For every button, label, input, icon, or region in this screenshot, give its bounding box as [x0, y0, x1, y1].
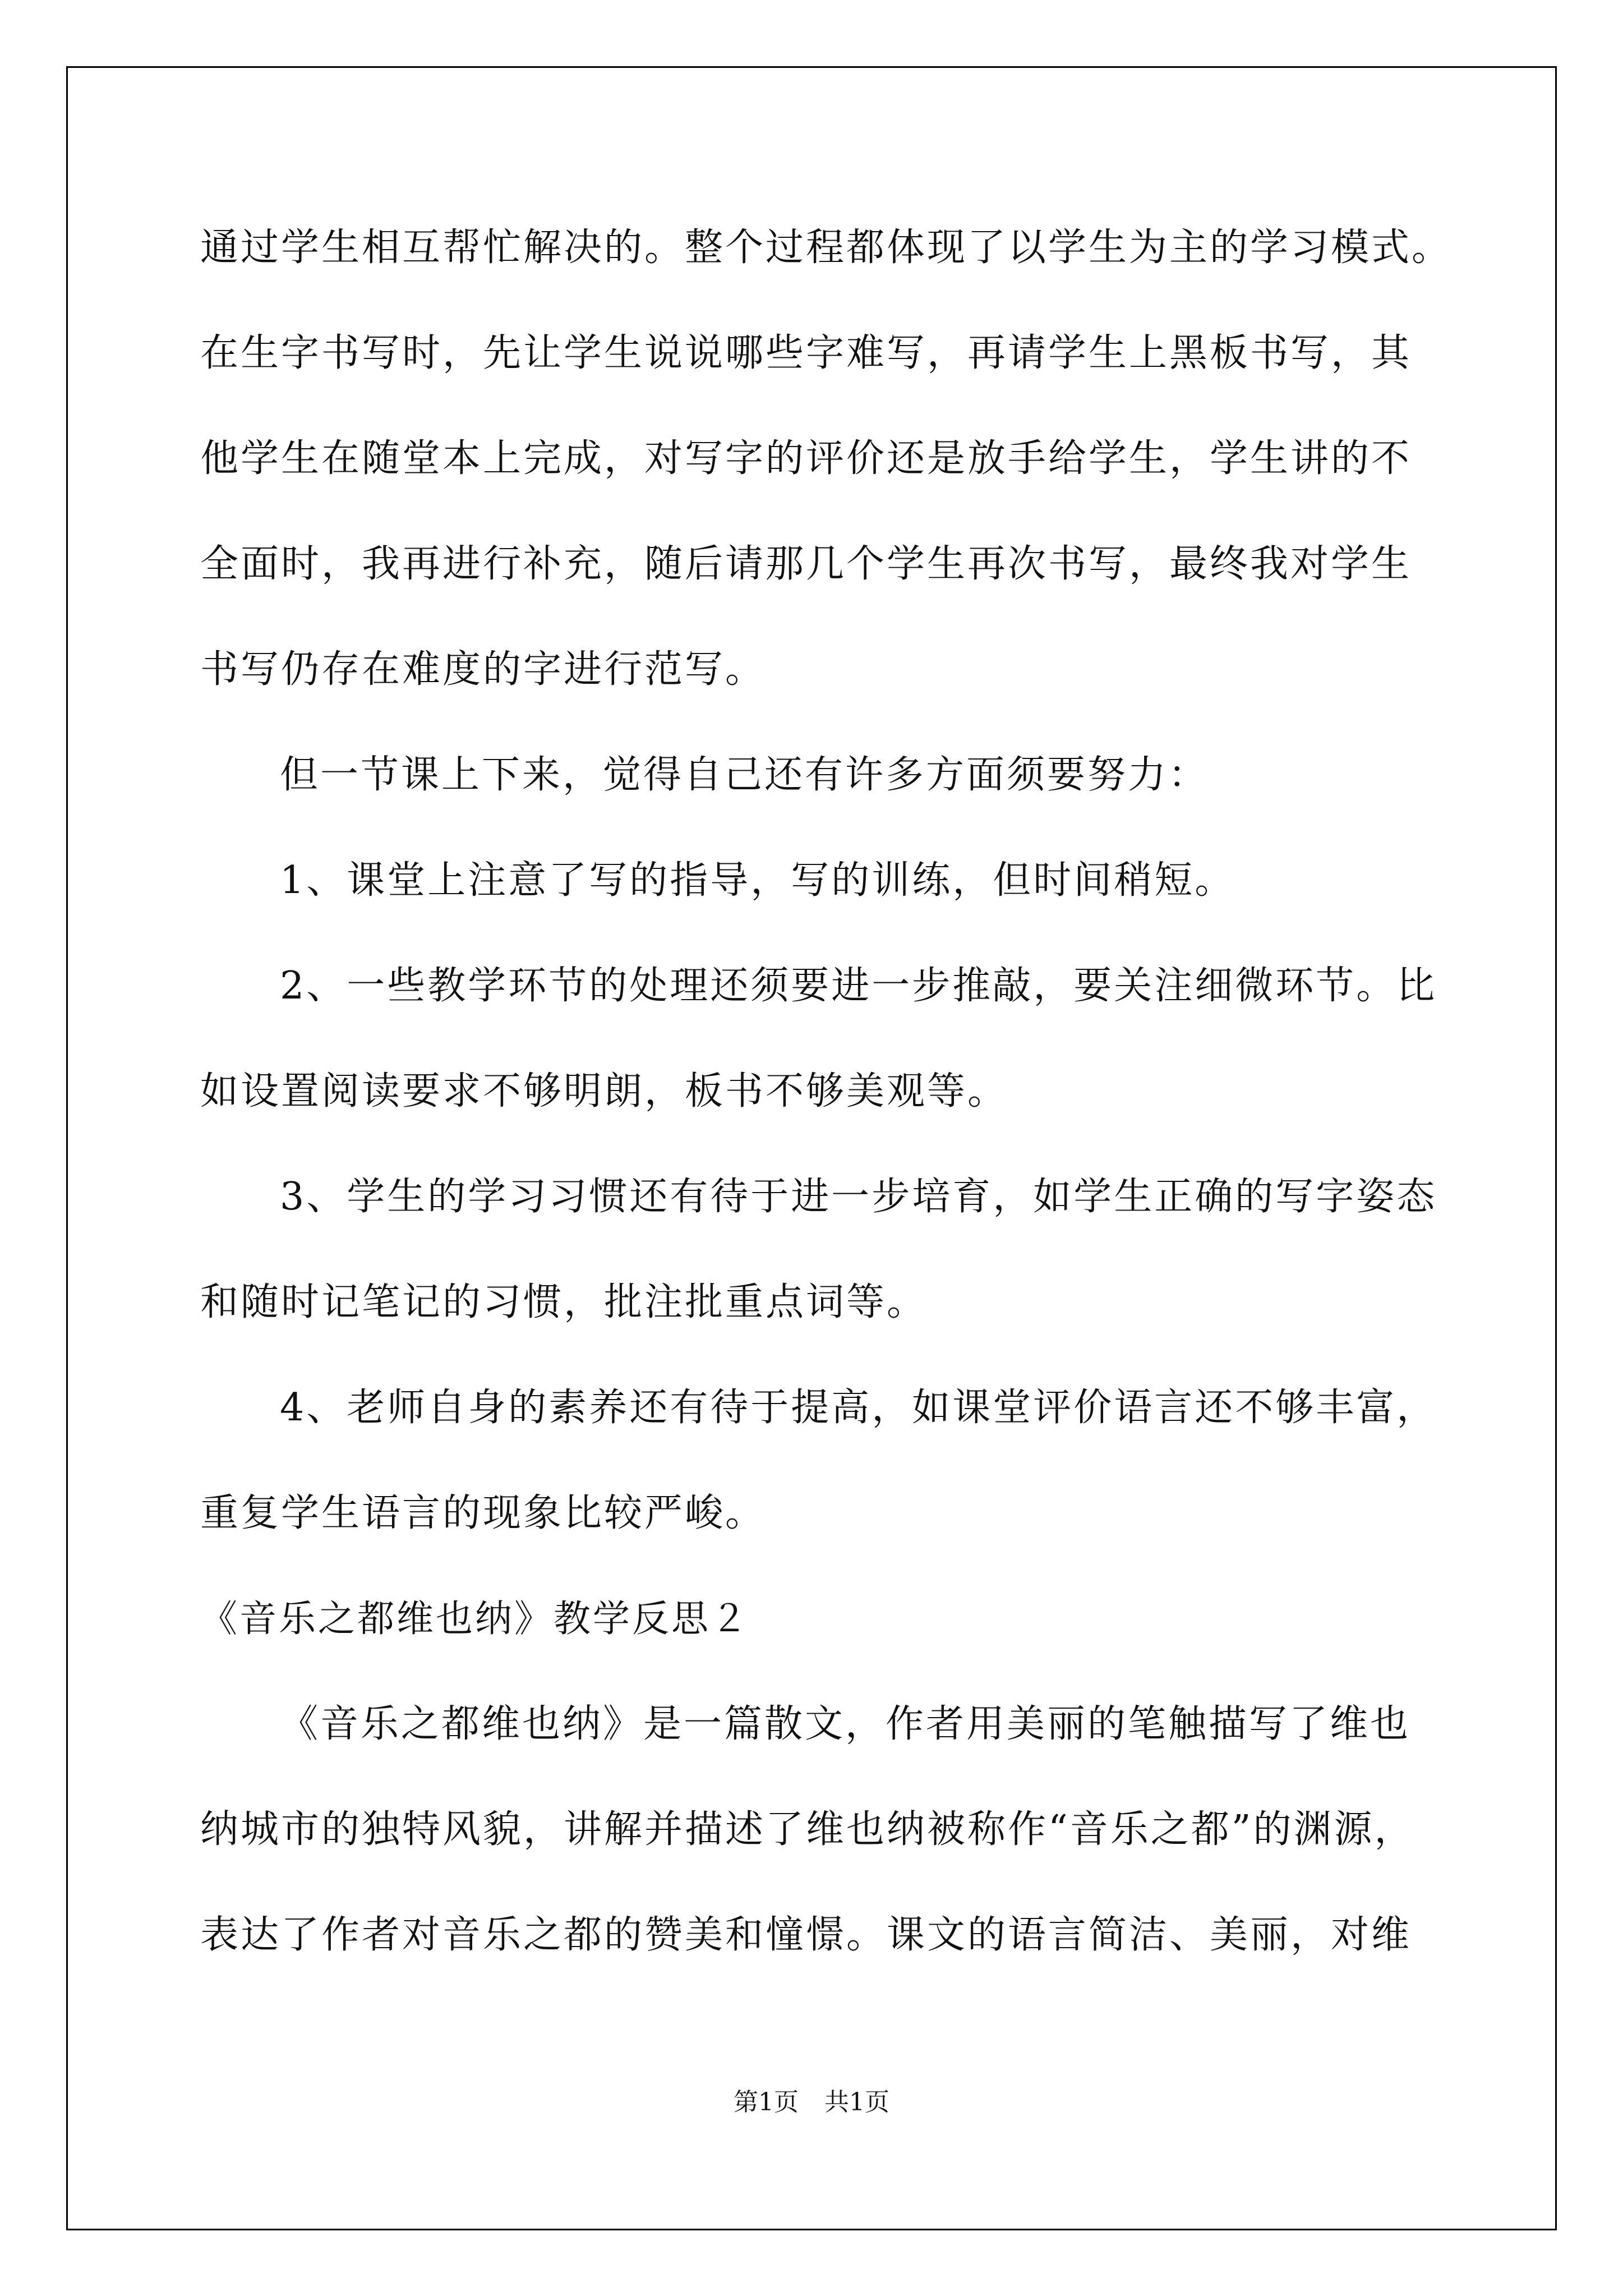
section-heading: 《音乐之都维也纳》教学反思２: [200, 1597, 750, 1640]
page-footer: [0, 2086, 1623, 2119]
body-text-line: 如设置阅读要求不够明朗，板书不够美观等。: [200, 1069, 1008, 1114]
body-text-line: 全面时，我再进行补充，随后请那几个学生再次书写，最终我对学生: [200, 542, 1412, 586]
body-text-line: 书写仍存在难度的字进行范写。: [200, 647, 766, 692]
list-item-2: 2、一些教学环节的处理还须要进一步推敲，要关注细微环节。比: [280, 964, 1437, 1008]
page-number: 第1页: [734, 2088, 799, 2116]
body-text-line: 表达了作者对音乐之都的赞美和憧憬。课文的语言简洁、美丽，对维: [200, 1913, 1412, 1957]
body-text-line: 重复学生语言的现象比较严峻。: [200, 1491, 766, 1535]
body-text-line: 在生字书写时，先让学生说说哪些字难写，再请学生上黑板书写，其: [200, 331, 1412, 375]
body-text-line: 他学生在随堂本上完成，对写字的评价还是放手给学生，学生讲的不: [200, 436, 1412, 481]
page-total: 共1页: [824, 2088, 889, 2116]
body-text-line: 《音乐之都维也纳》是一篇散文，作者用美丽的笔触描写了维也: [280, 1702, 1411, 1746]
body-text-line: 纳城市的独特风貌，讲解并描述了维也纳被称作“音乐之都”的渊源，: [200, 1807, 1415, 1852]
list-item-1: 1、课堂上注意了写的指导，写的训练，但时间稍短。: [280, 858, 1235, 903]
list-item-3: 3、学生的学习习惯还有待于进一步培育，如学生正确的写字姿态: [280, 1175, 1437, 1219]
body-text-line: 但一节课上下来，觉得自己还有许多方面须要努力：: [280, 753, 1209, 797]
body-text-line: 和随时记笔记的习惯，批注批重点词等。: [200, 1280, 928, 1324]
list-item-4: 4、老师自身的素养还有待于提高，如课堂评价语言还不够丰富，: [280, 1386, 1437, 1430]
body-text-line: 通过学生相互帮忙解决的。整个过程都体现了以学生为主的学习模式。: [200, 226, 1453, 270]
